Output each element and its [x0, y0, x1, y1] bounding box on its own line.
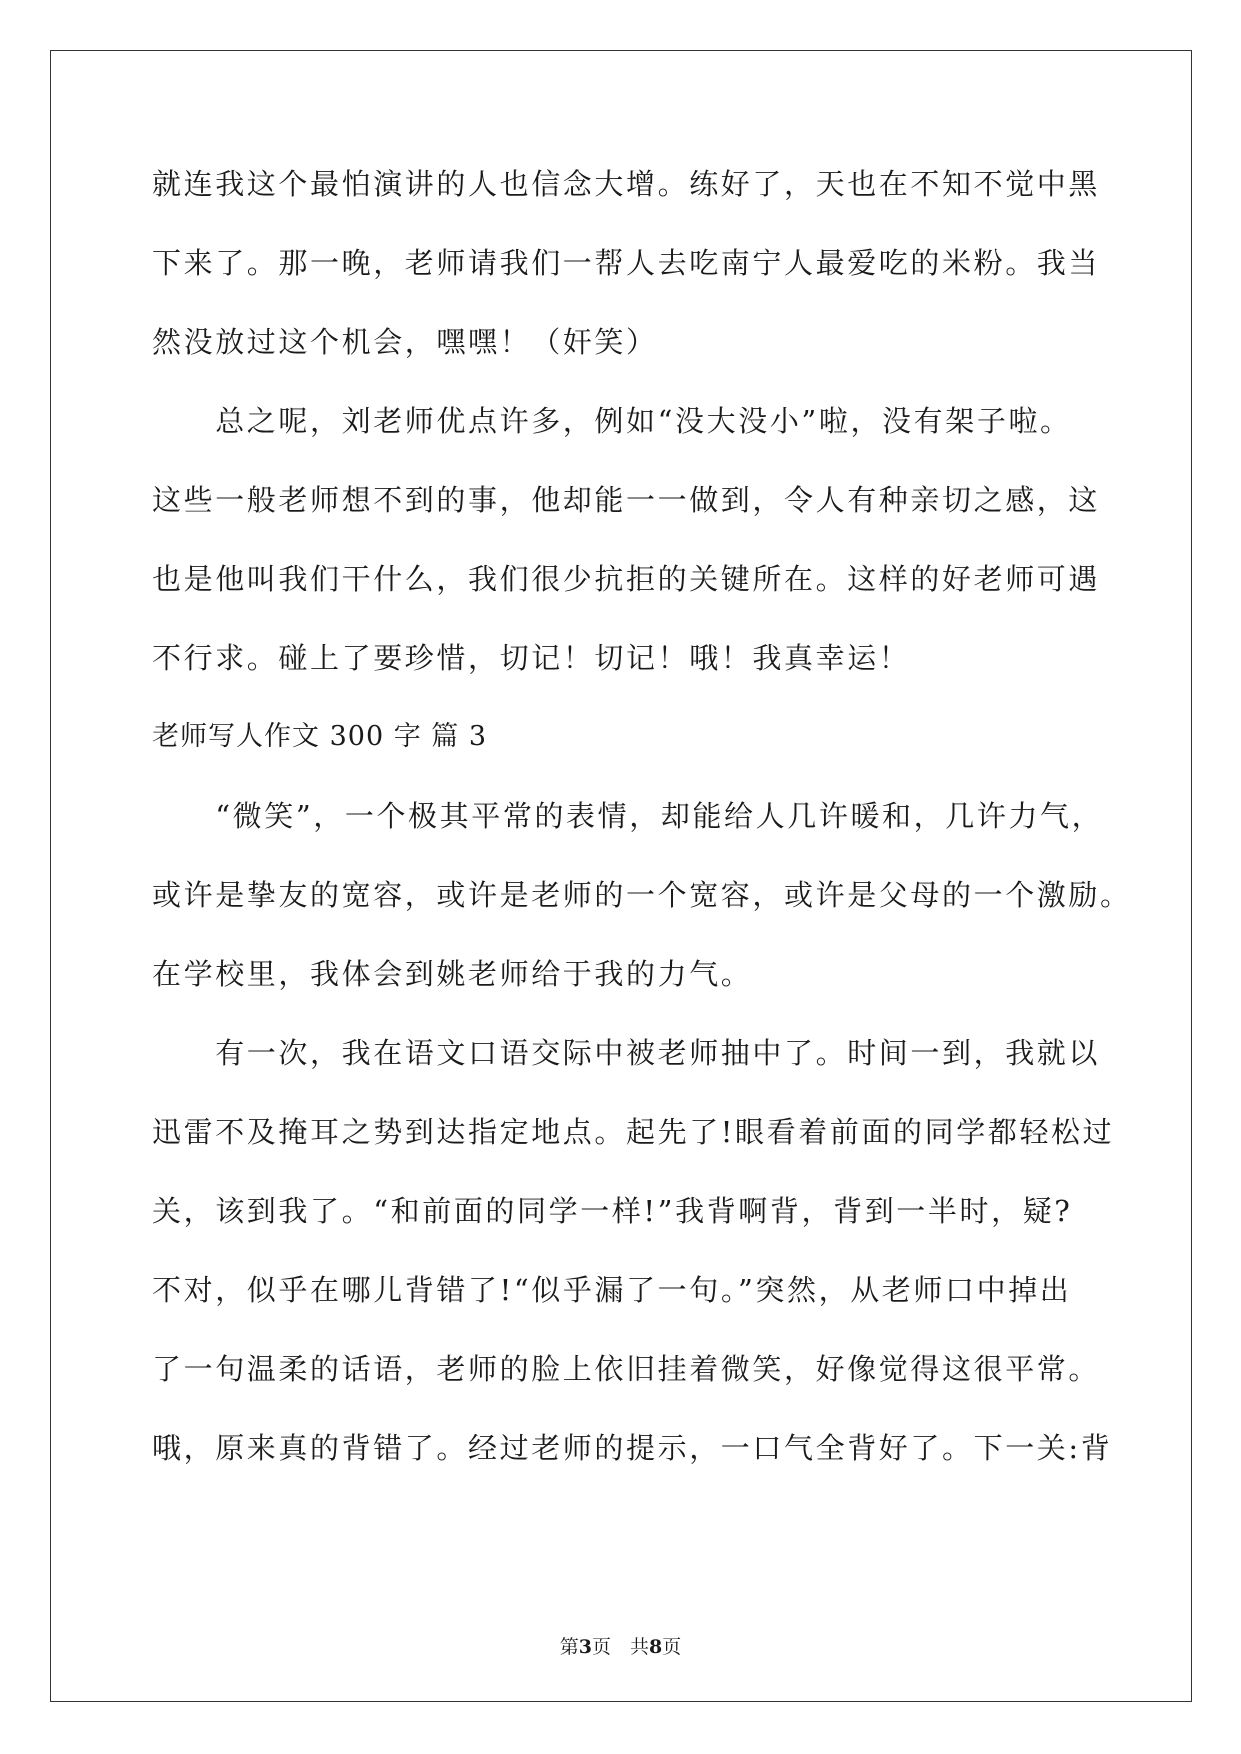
total-page-number: 8 — [649, 1636, 663, 1658]
document-body — [152, 158, 1132, 1501]
footer-suffix: 页 — [662, 1636, 682, 1658]
footer-prefix: 第 — [559, 1636, 579, 1658]
text-line: 有一次，我在语文口语交际中被老师抽中了。时间一到，我就以 — [152, 1036, 1101, 1070]
page-footer — [0, 1632, 1241, 1659]
text-line: 哦，原来真的背错了。经过老师的提示，一口气全背好了。下一关:背 — [152, 1431, 1113, 1465]
section-heading: 老师写人作文 300 字 篇 3 — [152, 721, 488, 752]
current-page-number: 3 — [578, 1636, 592, 1658]
text-line: 或许是挚友的宽容，或许是老师的一个宽容，或许是父母的一个激励。 — [152, 878, 1132, 912]
text-line: 关，该到我了。“和前面的同学一样!”我背啊背，背到一半时，疑? — [152, 1194, 1073, 1228]
text-line: 总之呢，刘老师优点许多，例如“没大没小”啦，没有架子啦。 — [152, 404, 1072, 438]
text-line: 了一句温柔的话语，老师的脸上依旧挂着微笑，好像觉得这很平常。 — [152, 1352, 1101, 1386]
text-line: 就连我这个最怕演讲的人也信念大增。练好了，天也在不知不觉中黑 — [152, 167, 1101, 201]
text-line: 不行求。碰上了要珍惜，切记！切记！哦！我真幸运！ — [152, 641, 911, 675]
footer-middle: 页 共 — [591, 1636, 649, 1658]
text-line: 在学校里，我体会到姚老师给于我的力气。 — [152, 957, 753, 991]
text-line: 不对，似乎在哪儿背错了!“似乎漏了一句。”突然，从老师口中掉出 — [152, 1273, 1072, 1307]
text-line: 也是他叫我们干什么，我们很少抗拒的关键所在。这样的好老师可遇 — [152, 562, 1101, 596]
text-line: 下来了。那一晚，老师请我们一帮人去吃南宁人最爱吃的米粉。我当 — [152, 246, 1101, 280]
text-line: 迅雷不及掩耳之势到达指定地点。起先了!眼看着前面的同学都轻松过 — [152, 1115, 1115, 1149]
text-line: “微笑”，一个极其平常的表情，却能给人几许暖和，几许力气， — [152, 799, 1104, 833]
text-line: 这些一般老师想不到的事，他却能一一做到，令人有种亲切之感，这 — [152, 483, 1101, 517]
text-line: 然没放过这个机会，嘿嘿！（奸笑） — [152, 325, 658, 359]
